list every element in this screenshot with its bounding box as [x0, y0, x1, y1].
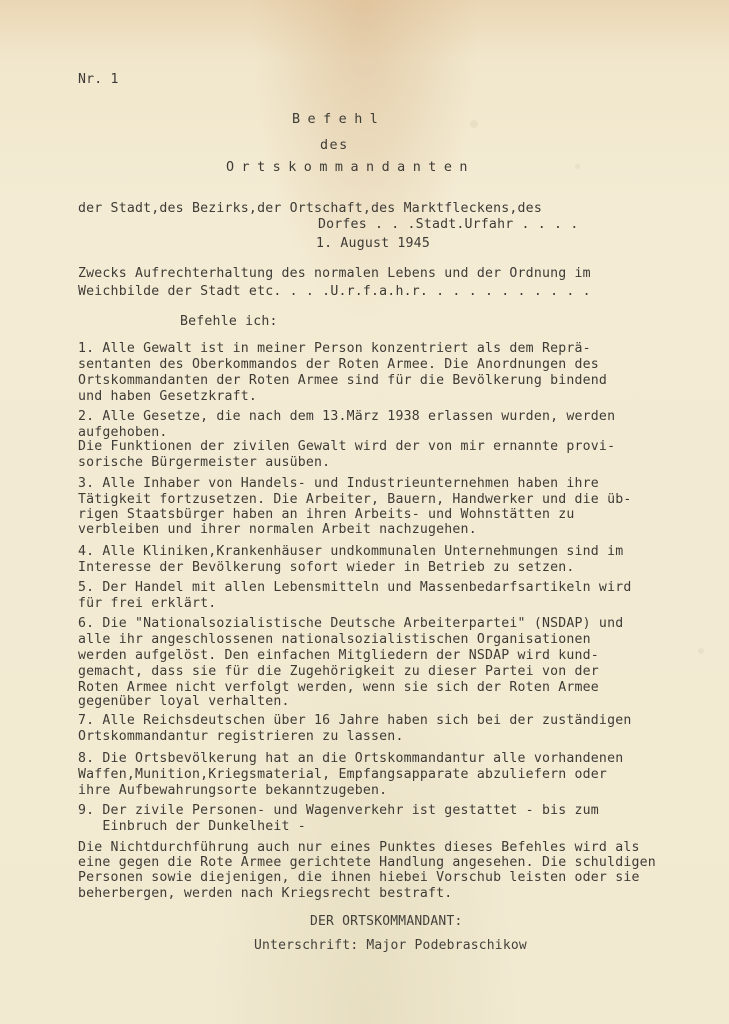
paragraph-1-line-1: 1. Alle Gewalt ist in meiner Person konzentriert als dem Reprä- — [78, 341, 591, 356]
paper-stain — [698, 648, 704, 654]
paragraph-2-line-1: 2. Alle Gesetze, die nach dem 13.März 1938 erlassen wurden, werden — [78, 409, 616, 424]
paper-stain — [575, 164, 580, 169]
paragraph-8-line-3: ihre Aufbewahrungsorte bekanntzugeben. — [78, 783, 388, 798]
paragraph-7-line-1: 7. Alle Reichsdeutschen über 16 Jahre haben sich bei der zuständigen — [78, 713, 632, 728]
paragraph-6-line-3: werden aufgelöst. Den einfachen Mitgliedern der NSDAP wird kund- — [78, 648, 599, 663]
paragraph-6-line-4: gemacht, dass sie für die Zugehörigkeit zu dieser Partei von der — [78, 664, 599, 679]
paragraph-1-line-3: Ortskommandanten der Roten Armee sind für die Bevölkerung bindend — [78, 373, 608, 388]
paragraph-5-line-1: 5. Der Handel mit allen Lebensmitteln und Massenbedarfsartikeln wird — [78, 580, 632, 595]
paragraph-6-line-5: Roten Armee nicht verfolgt werden, wenn sie sich der Roten Armee — [78, 680, 599, 695]
paragraph-9-line-2: Einbruch der Dunkelheit - — [78, 819, 306, 834]
document-heading-of: des — [320, 138, 349, 153]
addressee-line-2: Dorfes . . .Stadt.Urfahr . . . . — [318, 217, 579, 232]
intro-line-1: Zwecks Aufrechterhaltung des normalen Lebens und der Ordnung im — [78, 266, 591, 281]
paragraph-4-line-1: 4. Alle Kliniken,Krankenhäuser undkommunalen Unternehmungen sind im — [78, 544, 624, 559]
paragraph-1-line-2: sentanten des Oberkommandos der Roten Armee. Die Anordnungen des — [78, 357, 599, 372]
paragraph-5-line-2: für frei erklärt. — [78, 596, 217, 611]
paragraph-9-line-1: 9. Der zivile Personen- und Wagenverkehr ist gestattet - bis zum — [78, 803, 599, 818]
intro-line-2: Weichbilde der Stadt etc. . . .U.r.f.a.h.r. . . . . . . . . . . — [78, 284, 591, 299]
signature-title: DER ORTSKOMMANDANT: — [310, 914, 463, 929]
closing-line-3: Personen sowie diejenigen, die ihnen hiebei Vorschub leisten oder sie — [78, 870, 640, 885]
paragraph-7-line-2: Ortskommandantur registrieren zu lassen. — [78, 729, 404, 744]
paragraph-8-line-1: 8. Die Ortsbevölkerung hat an die Ortskommandantur alle vorhandenen — [78, 751, 624, 766]
signature-line: Unterschrift: Major Podebraschikow — [254, 938, 527, 953]
paragraph-8-line-2: Waffen,Munition,Kriegsmaterial, Empfangsapparate abzuliefern oder — [78, 767, 608, 782]
paragraph-3-line-2: Tätigkeit fortzusetzen. Die Arbeiter, Bauern, Handwerker und die üb- — [78, 492, 632, 507]
closing-line-2: eine gegen die Rote Armee gerichtete Handlung angesehen. Die schuldigen — [78, 855, 656, 870]
closing-line-4: beherbergen, werden nach Kriegsrecht bestraft. — [78, 886, 453, 901]
paragraph-3-line-3: rigen Staatsbürger haben an ihren Arbeits- und Wohnstätten zu — [78, 507, 575, 522]
paragraph-2-line-2: aufgehoben. — [78, 425, 168, 440]
paragraph-2-line-3: Die Funktionen der zivilen Gewalt wird der von mir ernannte provi- — [78, 439, 616, 454]
paragraph-2-line-4: sorische Bürgermeister ausüben. — [78, 455, 331, 470]
paragraph-3-line-1: 3. Alle Inhaber von Handels- und Industrieunternehmen haben ihre — [78, 476, 599, 491]
addressee-line-1: der Stadt,des Bezirks,der Ortschaft,des Marktfleckens,des — [78, 201, 542, 216]
paragraph-4-line-2: Interesse der Bevölkerung sofort wieder in Betrieb zu setzen. — [78, 560, 575, 575]
paragraph-3-line-4: verbleiben und ihrer normalen Arbeit nachzugehen. — [78, 522, 477, 537]
paragraph-6-line-2: alle ihr angeschlossenen nationalsozialistischen Organisationen — [78, 632, 591, 647]
closing-line-1: Die Nichtdurchführung auch nur eines Punktes dieses Befehles wird als — [78, 840, 640, 855]
command-intro: Befehle ich: — [180, 314, 278, 329]
paragraph-1-line-4: und haben Gesetzkraft. — [78, 389, 258, 404]
paper-stain — [470, 120, 478, 128]
paragraph-6-line-6: gegenüber loyal verhalten. — [78, 694, 290, 709]
document-date: 1. August 1945 — [316, 236, 430, 251]
document-heading-order: Befehl — [292, 112, 386, 127]
document-number: Nr. 1 — [78, 72, 119, 87]
paragraph-6-line-1: 6. Die "Nationalsozialistische Deutsche Arbeiterpartei" (NSDAP) und — [78, 616, 624, 631]
document-heading-commander: Ortskommandanten — [226, 160, 475, 175]
